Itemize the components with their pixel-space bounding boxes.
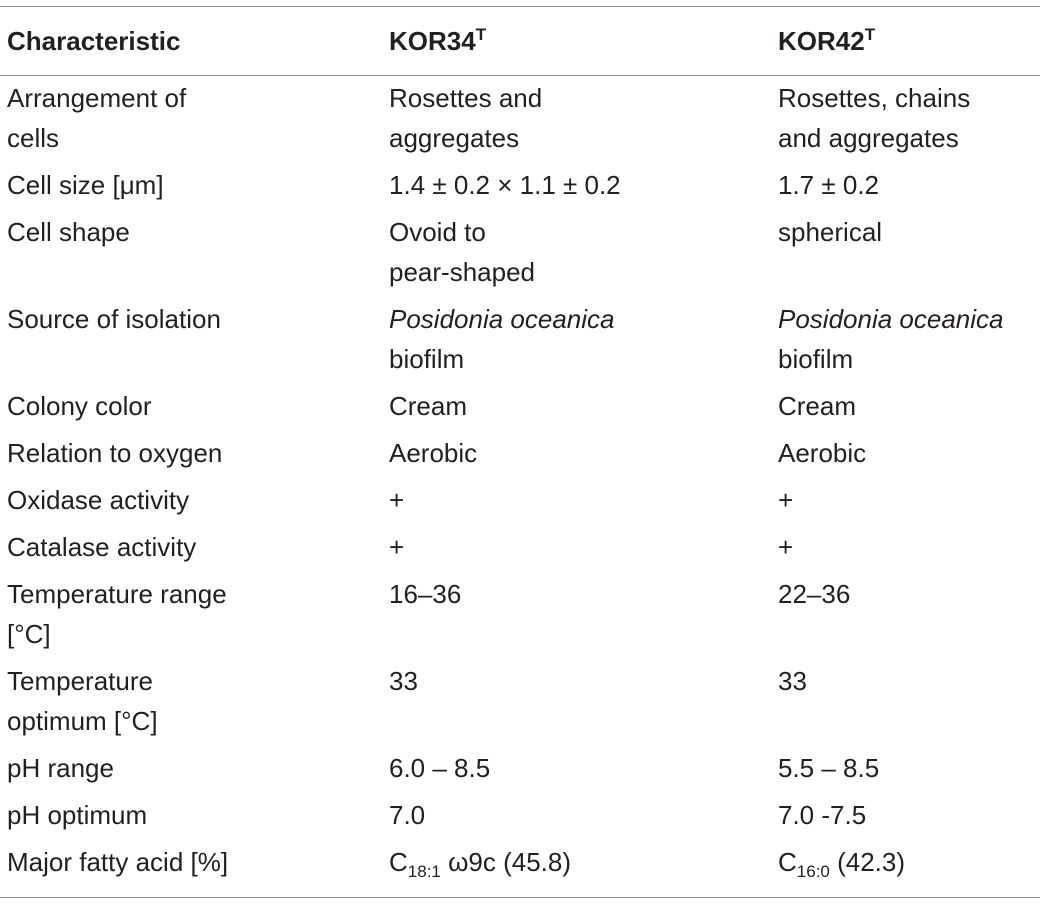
row-label <box>0 431 389 478</box>
kor34-value <box>389 163 778 210</box>
kor34-value <box>389 76 778 163</box>
row-label-line: Temperature range <box>7 579 227 609</box>
kor42-value <box>778 210 1040 297</box>
row-label-line: optimum [°C] <box>7 706 158 736</box>
header-kor34-name: KOR34 <box>389 26 476 56</box>
kor34-value-line: + <box>389 485 405 515</box>
kor34-value <box>389 525 778 572</box>
row-label <box>0 572 389 659</box>
row-label <box>0 210 389 297</box>
row-label <box>0 478 389 525</box>
header-kor42-type-strain-mark: T <box>864 25 876 44</box>
kor34-value-line: + <box>389 532 405 562</box>
kor42-value <box>778 163 1040 210</box>
kor42-value <box>778 793 1040 840</box>
kor34-value <box>389 840 778 897</box>
row-label-line: Cell size [μm] <box>7 170 164 200</box>
row-label <box>0 659 389 746</box>
row-label-line: Arrangement of <box>7 83 187 113</box>
row-label <box>0 746 389 793</box>
kor34-value <box>389 793 778 840</box>
kor42-value <box>778 478 1040 525</box>
kor34-value <box>389 297 778 384</box>
kor34-value-line: Cream <box>389 391 468 421</box>
kor42-fatty-acid-c: C <box>778 847 797 877</box>
table-row <box>0 793 1040 840</box>
kor34-value <box>389 431 778 478</box>
header-kor42-name: KOR42 <box>778 26 865 56</box>
kor34-value <box>389 572 778 659</box>
kor42-value <box>778 384 1040 431</box>
kor34-value-line: 33 <box>389 666 418 696</box>
kor42-value-line: Aerobic <box>778 438 867 468</box>
table-row <box>0 746 1040 793</box>
kor34-value-line: Rosettes and <box>389 83 543 113</box>
row-label <box>0 76 389 163</box>
kor42-fatty-acid-rest: (42.3) <box>829 847 906 877</box>
kor34-fatty-acid-rest: ω9c (45.8) <box>440 847 572 877</box>
kor42-value-line: + <box>778 532 794 562</box>
table-row <box>0 572 1040 659</box>
kor42-value <box>778 297 1040 384</box>
row-label <box>0 840 389 897</box>
kor42-value-line: and aggregates <box>778 123 959 153</box>
kor42-fatty-acid <box>778 842 1040 892</box>
kor34-value <box>389 384 778 431</box>
row-label-line: [°C] <box>7 619 51 649</box>
kor42-fatty-acid-subscript: 16:0 <box>796 862 830 881</box>
kor34-value-line: 7.0 <box>389 800 426 830</box>
kor42-value <box>778 525 1040 572</box>
kor34-value <box>389 659 778 746</box>
table-row <box>0 431 1040 478</box>
table-header-row <box>0 7 1040 76</box>
table-row <box>0 76 1040 163</box>
row-label <box>0 163 389 210</box>
kor42-value-line: Cream <box>778 391 857 421</box>
kor42-value-line: biofilm <box>778 344 854 374</box>
kor42-value-line: + <box>778 485 794 515</box>
kor34-value-line: biofilm <box>389 344 465 374</box>
kor42-value-line: 1.7 ± 0.2 <box>778 170 880 200</box>
row-label-line: Catalase activity <box>7 532 197 562</box>
header-characteristic: Characteristic <box>7 25 181 56</box>
kor42-value <box>778 840 1040 897</box>
table-row <box>0 840 1040 897</box>
kor34-fatty-acid <box>389 842 778 892</box>
kor34-value-line: 16–36 <box>389 579 462 609</box>
table-row <box>0 659 1040 746</box>
kor34-value <box>389 746 778 793</box>
kor34-value-line: Aerobic <box>389 438 478 468</box>
kor34-value-line: pear-shaped <box>389 257 535 287</box>
table-row <box>0 163 1040 210</box>
table-row <box>0 384 1040 431</box>
row-label <box>0 297 389 384</box>
kor42-value-line: 22–36 <box>778 579 851 609</box>
kor42-value <box>778 76 1040 163</box>
kor34-value-line: aggregates <box>389 123 520 153</box>
kor42-value-line: spherical <box>778 217 883 247</box>
row-label-line: Cell shape <box>7 217 130 247</box>
table-row <box>0 210 1040 297</box>
kor34-fatty-acid-c: C <box>389 847 408 877</box>
row-label-line: Source of isolation <box>7 304 221 334</box>
table-row <box>0 297 1040 384</box>
kor42-value <box>778 572 1040 659</box>
row-label-line: cells <box>7 123 60 153</box>
kor42-value-line-species: Posidonia oceanica <box>778 304 1004 334</box>
kor34-value <box>389 478 778 525</box>
row-label-line: pH optimum <box>7 800 148 830</box>
table-row <box>0 478 1040 525</box>
row-label-line: Relation to oxygen <box>7 438 223 468</box>
kor42-value-line: Rosettes, chains <box>778 83 971 113</box>
kor34-value <box>389 210 778 297</box>
kor42-value <box>778 659 1040 746</box>
row-label <box>0 384 389 431</box>
header-kor34-type-strain-mark: T <box>475 25 487 44</box>
kor42-value <box>778 746 1040 793</box>
row-label-line: Colony color <box>7 391 152 421</box>
kor34-value-line-species: Posidonia oceanica <box>389 304 615 334</box>
kor42-value-line: 33 <box>778 666 807 696</box>
kor42-value <box>778 431 1040 478</box>
row-label-line: pH range <box>7 753 114 783</box>
row-label-line: Major fatty acid [%] <box>7 847 229 877</box>
header-kor34 <box>389 25 778 57</box>
row-label <box>0 525 389 572</box>
header-kor42 <box>778 25 1040 57</box>
row-label <box>0 793 389 840</box>
row-label-line: Oxidase activity <box>7 485 190 515</box>
kor42-value-line: 5.5 – 8.5 <box>778 753 880 783</box>
characteristics-table <box>0 6 1040 898</box>
kor42-value-line: 7.0 -7.5 <box>778 800 867 830</box>
kor34-value-line: Ovoid to <box>389 217 486 247</box>
kor34-fatty-acid-subscript: 18:1 <box>407 862 441 881</box>
row-label-line: Temperature <box>7 666 153 696</box>
table-row <box>0 525 1040 572</box>
kor34-value-line: 6.0 – 8.5 <box>389 753 491 783</box>
kor34-value-line: 1.4 ± 0.2 × 1.1 ± 0.2 <box>389 170 621 200</box>
